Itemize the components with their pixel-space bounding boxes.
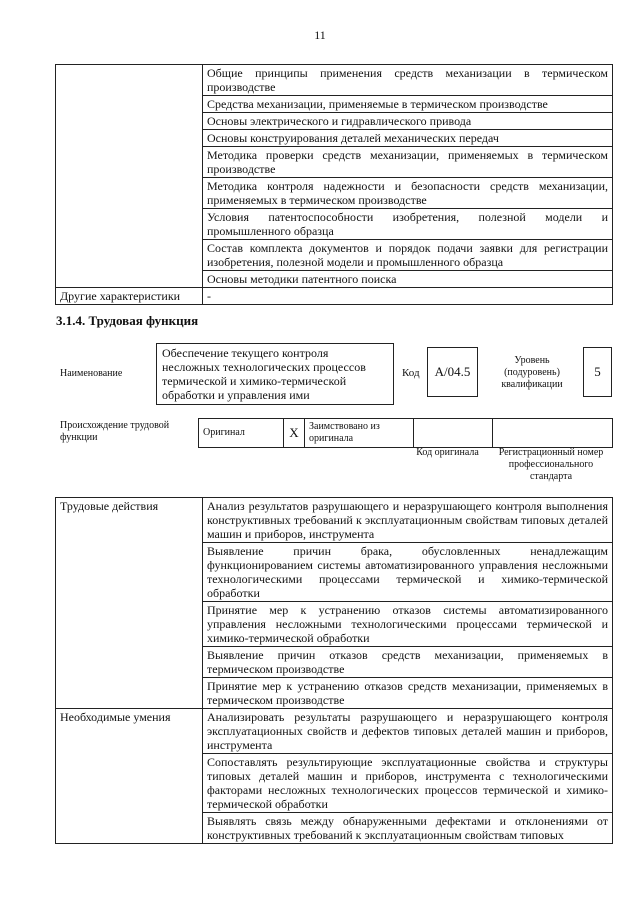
table-row: Основы методики патентного поиска <box>203 271 613 288</box>
borrowed-label: Заимствовано из оригинала <box>305 419 414 448</box>
table-row: Состав комплекта документов и порядок подачи заявки для регистрации изобретения, полезной модели и промышленного образца <box>203 240 613 271</box>
origin-table <box>198 418 613 448</box>
other-characteristics-value: - <box>203 288 613 305</box>
page-number: 11 <box>314 28 326 42</box>
table-row: Выявление причин отказов средств механизации, применяемых в термическом производстве <box>203 647 613 678</box>
table-row: Методика проверки средств механизации, применяемых в термическом производстве <box>203 147 613 178</box>
code-original-caption: Код оригинала <box>416 447 479 458</box>
table-row: Выявлять связь между обнаруженными дефектами и отклонениями от конструктивных требований к эксплуатационным свойствам типовых <box>203 813 613 844</box>
labor-actions-label: Трудовые действия <box>56 498 203 709</box>
labor-function-table <box>55 497 613 844</box>
knowledge-continuation-table <box>55 64 613 305</box>
name-label: Наименование <box>60 368 123 379</box>
table-row: Принятие мер к устранению отказов средств механизации, применяемых в термическом производстве <box>203 678 613 709</box>
level-label: Уровень (подуровень) квалификации <box>501 355 563 390</box>
other-characteristics-label: Другие характеристики <box>56 288 203 305</box>
origin-label: Происхождение трудовой функции <box>60 420 170 443</box>
skills-label: Необходимые умения <box>56 709 203 844</box>
table-row: Средства механизации, применяемые в термическом производстве <box>203 96 613 113</box>
code-value-box: A/04.5 <box>427 347 478 397</box>
table-label-cell-empty <box>56 65 203 288</box>
table-row: Условия патентоспособности изобретения, полезной модели и промышленного образца <box>203 209 613 240</box>
reg-number-cell <box>493 419 613 448</box>
code-label: Код <box>402 367 420 379</box>
table-row: Общие принципы применения средств механизации в термическом производстве <box>203 65 613 96</box>
table-row: Принятие мер к устранению отказов системы автоматизированного управления несложными технологическими процессами термической и химико-термической обработки <box>203 602 613 647</box>
code-original-cell <box>414 419 493 448</box>
table-row: Методика контроля надежности и безопасности средств механизации, применяемых в термическом производстве <box>203 178 613 209</box>
reg-number-caption: Регистрационный номер профессионального стандарта <box>498 447 604 482</box>
table-row: Анализировать результаты разрушающего и неразрушающего контроля эксплуатационных свойств и дефектов типовых деталей машин и приборов, инструмента <box>203 709 613 754</box>
table-row: Анализ результатов разрушающего и неразрушающего контроля выполнения конструктивных требований к эксплуатационным свойствам типовых деталей машин и приборов, инструмента <box>203 498 613 543</box>
table-row: Основы конструирования деталей механических передач <box>203 130 613 147</box>
section-heading: 3.1.4. Трудовая функция <box>56 313 199 328</box>
original-mark: X <box>284 419 305 448</box>
function-name-box: Обеспечение текущего контроля несложных технологических процессов термической и химико-термической обработки и управления ими <box>156 343 394 405</box>
table-row: Основы электрического и гидравлического привода <box>203 113 613 130</box>
table-row: Выявление причин брака, обусловленных ненадлежащим функционированием системы автоматизированного управления несложными технологическими процессами термической и химико-термической обработки <box>203 543 613 602</box>
original-label: Оригинал <box>199 419 284 448</box>
level-value-box: 5 <box>583 347 612 397</box>
table-row: Сопоставлять результирующие эксплуатационные свойства и структуры типовых деталей машин и приборов, инструмента с технологическими факторами несложных технологических процессов термической и химико-термической обработки <box>203 754 613 813</box>
